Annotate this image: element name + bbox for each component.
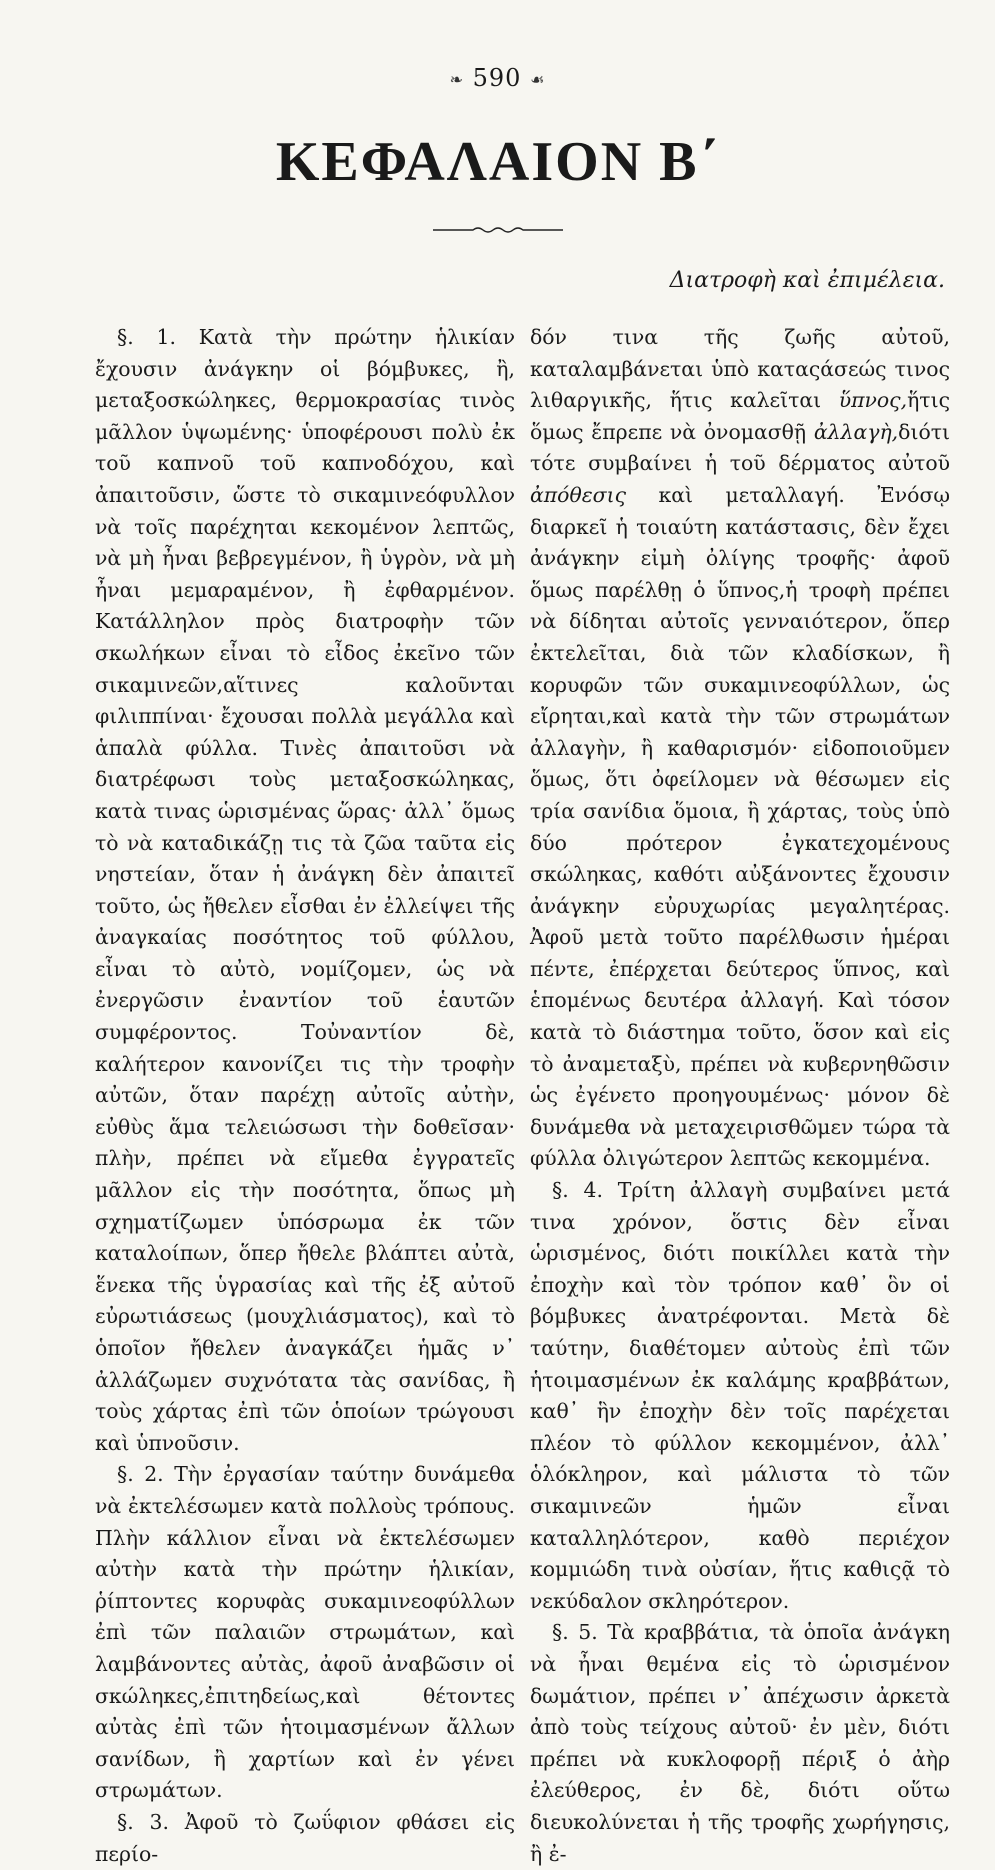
italic-term: ἀλλαγὴ, [813, 419, 899, 444]
page-header [0, 64, 995, 92]
paragraph-section-3-continued [530, 322, 950, 1175]
paragraph-section-1: §. 1. Κατὰ τὴν πρώτην ἡλικίαν ἔχουσιν ἀνάγκην οἱ βόμβυκες, ἢ, μεταξοσκώληκες, θερμοκρασίας τινὸς μᾶλλον ὑψωμένης· ὑποφέρουσι πολὺ ἐκ τοῦ καπνοῦ τοῦ καπνοδόχου, καὶ ἀπαιτοῦσιν, ὥστε τὸ σικαμινεόφυλλον νὰ τοῖς παρέχηται κεκομένον λεπτῶς, νὰ μὴ ἦναι βεβρεγμένον, ἢ ὑγρὸν, νὰ μὴ ἦναι μεμαραμένον, ἢ ἐφθαρμένον. Κατάλληλον πρὸς διατροφὴν τῶν σκωλήκων εἶναι τὸ εἶδος ἐκεῖνο τῶν σικαμινεῶν,αἵτινες καλοῦνται φιλιππίναι· ἔχουσαι πολλὰ μεγάλλα καὶ ἁπαλὰ φύλλα. Τινὲς ἀπαιτοῦσι νὰ διατρέφωσι τοὺς μεταξοσκώληκας, κατὰ τινας ὡρισμένας ὥρας· ἀλλ᾽ ὅμως τὸ νὰ καταδικάζῃ τις τὰ ζῶα ταῦτα εἰς νηστείαν, ὅταν ἡ ἀνάγκη δὲν ἀπαιτεῖ τοῦτο, ὡς ἤθελεν εἶσθαι ἐν ἐλλείψει τῆς ἀναγκαίας ποσότητος τοῦ φύλλου, εἶναι τὸ αὐτὸ, νομίζομεν, ὡς νὰ ἐνεργῶσιν ἐναντίον τοῦ ἑαυτῶν συμφέροντος. Τοὐναντίον δὲ, καλήτερον κανονίζει τις τὴν τροφὴν αὐτῶν, ὅταν παρέχῃ αὐτοῖς αὐτὴν, εὐθὺς ἅμα τελειώσωσι τὴν δοθεῖσαν· πλὴν, πρέπει νὰ εἴμεθα ἐγγρατεῖς μᾶλλον εἰς τὴν ποσότητα, ὅπως μὴ σχηματίζωμεν ὑπόσρωμα ἐκ τῶν καταλοίπων, ὅπερ ἤθελε βλάπτει αὐτὰ, ἕνεκα τῆς ὑγρασίας καὶ τῆς ἐξ αὐτοῦ εὐρωτιάσεως (μουχλιάσματος), καὶ τὸ ὁποῖον ἤθελεν ἀναγκάζει ἡμᾶς ν᾽ ἀλλάζωμεν συχνότατα τὰς σανίδας, ἢ τοὺς χάρτας ἐπὶ τῶν ὁποίων τρώγουσι καὶ ὑπνοῦσιν. [95, 325, 515, 1455]
paragraph-section-4: §. 4. Τρίτη ἀλλαγὴ συμβαίνει μετά τινα χρόνον, ὅστις δὲν εἶναι ὡρισμένος, διότι ποικίλλει κατὰ τὴν ἐποχὴν καὶ τὸν τρόπον καθ᾽ ὃν οἱ βόμβυκες ἀνατρέφονται. Μετὰ δὲ ταύτην, διαθέτομεν αὐτοὺς ἐπὶ τῶν ἡτοιμασμένων ἐκ καλάμης κραββάτων, καθ᾽ ἣν ἐποχὴν δὲν τοῖς παρέχεται πλέον τὸ φύλλον κεκομμένον, ἀλλ᾽ ὁλόκληρον, καὶ μάλιστα τὸ τῶν σικαμινεῶν ἡμῶν εἶναι καταλληλότερον, καθὸ περιέχον κομμιώδη τινὰ οὐσίαν, ἥτις καθιςᾷ τὸ νεκύδαλον σκληρότερον. [530, 1178, 950, 1613]
page-number: 590 [472, 64, 522, 92]
divider-flourish-icon [433, 226, 563, 234]
paragraph-section-2: §. 2. Τὴν ἐργασίαν ταύτην δυνάμεθα νὰ ἐκτελέσωμεν κατὰ πολλοὺς τρόπους. Πλὴν κάλλιον εἶναι νὰ ἐκτελέσωμεν αὐτὴν κατὰ τὴν πρώτην ἡλικίαν, ῥίπτοντες κορυφὰς συκαμινεοφύλλων ἐπὶ τῶν παλαιῶν στρωμάτων, καὶ λαμβάνοντες αὐτὰς, ἀφοῦ ἀναβῶσιν οἱ σκώληκες,ἐπιτηδείως,καὶ θέτοντες αὐτὰς ἐπὶ τῶν ἡτοιμασμένων ἄλλων σανίδων, ἢ χαρτίων καὶ ἐν γένει στρωμάτων. [95, 1462, 515, 1803]
italic-term: ὕπνος, [838, 388, 908, 413]
text-run: διότι τότε συμβαίνει ἡ τοῦ δέρματος αὐτοῦ [530, 419, 950, 476]
text-run: καὶ μεταλλαγή. Ἐνόσῳ διαρκεῖ ἡ τοιαύτη κατάστασις, δὲν ἔχει ἀνάγκην εἰμὴ ὀλίγης τροφῆς· ἀφοῦ ὅμως παρέλθῃ ὁ ὕπνος,ἡ τροφὴ πρέπει νὰ δίδηται αὐτοῖς γενναιότερον, ὅπερ ἐκτελεῖται, διὰ τῶν κλαδίσκων, ἢ κορυφῶν τῶν συκαμινεοφύλλων, ὡς εἴρηται,καὶ κατὰ τὴν τῶν στρωμάτων ἀλλαγὴν, ἢ καθαρισμόν· εἰδοποιοῦμεν ὅμως, ὅτι ὀφείλομεν νὰ θέσωμεν εἰς τρία σανίδια ὅμοια, ἢ χάρτας, τοὺς ὑπὸ δύο πρότερον ἐγκατεχομένους σκώληκας, καθότι αὐξάνοντες ἔχουσιν ἀνάγκην εὐρυχωρίας μεγαλητέρας. Ἀφοῦ μετὰ τοῦτο παρέλθωσιν ἡμέραι πέντε, ἐπέρχεται δεύτερος ὕπνος, καὶ ἑπομένως δευτέρα ἀλλαγή. Καὶ τόσον κατὰ τὸ διάστημα τοῦτο, ὅσον καὶ εἰς τὸ ἀναμεταξὺ, πρέπει νὰ κυβερνηθῶσιν ὡς ἐγένετο προηγουμένως· μόνον δὲ δυνάμεθα νὰ μεταχειρισθῶμεν τώρα τὰ φύλλα ὀλιγώτερον λεπτῶς κεκομμένα. [530, 482, 950, 1171]
right-column [530, 322, 950, 1870]
chapter-title: ΚΕΦΑΛΑΙΟΝ Β΄ [275, 131, 720, 193]
text-run: ἥτις ὅμως ἔπρεπε νὰ ὀνομασθῇ [530, 388, 950, 444]
paragraph-section-5: §. 5. Τὰ κραββάτια, τὰ ὁποῖα ἀνάγκη νὰ ἦναι θεμένα εἰς τὸ ὡρισμένον δωμάτιον, πρέπει ν᾽ ἀπέχωσιν ἀρκετὰ ἀπὸ τοὺς τείχους αὐτοῦ· ἐν μὲν, διότι πρέπει νὰ κυκλοφορῇ πέριξ ὁ ἀὴρ ἐλεύθερος, ἐν δὲ, διότι οὕτω διευκολύνεται ἡ τῆς τροφῆς χωρήγησις, ἢ ἐ- [530, 1620, 950, 1866]
left-column [95, 322, 515, 1870]
italic-term: ἀπόθεσις [530, 482, 626, 507]
ornament-left-icon: ❧ [449, 70, 464, 89]
ornament-right-icon: ☙ [530, 70, 546, 89]
chapter-subtitle: Διατροφὴ καὶ ἐπιμέλεια. [669, 268, 945, 293]
paragraph-section-3-start: §. 3. Ἀφοῦ τὸ ζωΰφιον φθάσει εἰς περίο- [95, 1809, 515, 1866]
text-run: δόν τινα τῆς ζωῆς αὐτοῦ, καταλαμβάνεται ὑπὸ καταςάσεώς τινος λιθαργικῆς, ἥτις καλεῖται [530, 325, 950, 413]
